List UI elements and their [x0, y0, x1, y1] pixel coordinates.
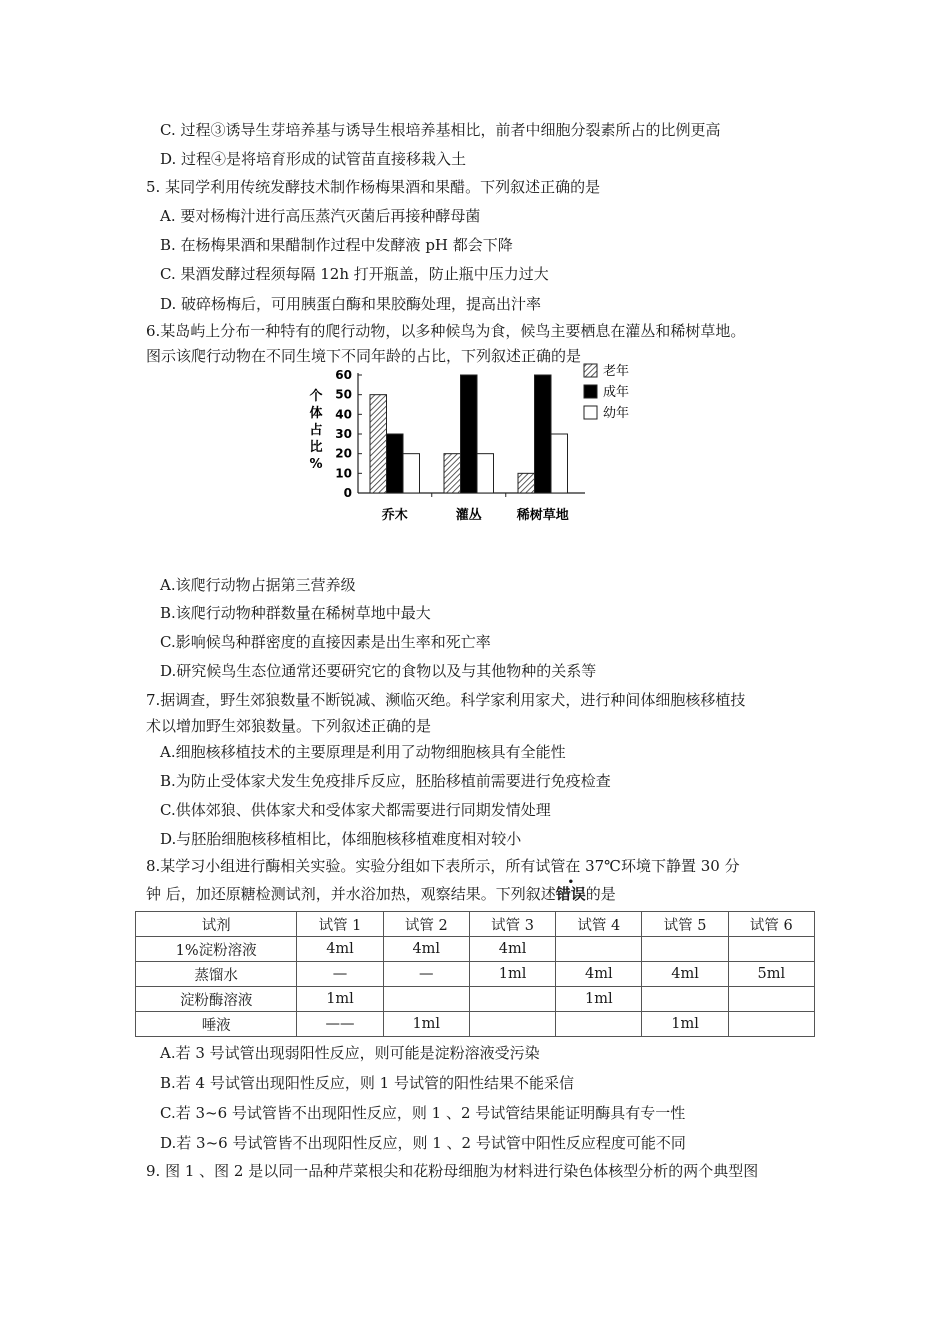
q8-stem-tail: 的是 — [585, 885, 616, 903]
table-cell — [728, 1012, 814, 1037]
y-axis-label — [309, 388, 322, 472]
table-cell — [642, 937, 728, 962]
q8-option-c: C.若 3~6 号试管皆不出现阳性反应，则 1 、2 号试管结果能证明酶具有专一性 — [160, 1104, 686, 1122]
age-structure-bar-chart — [300, 356, 660, 536]
q8-option-b: B.若 4 号试管出现阳性反应，则 1 号试管的阳性结果不能采信 — [160, 1074, 574, 1092]
table-cell: 4ml — [297, 937, 383, 962]
q4-option-d: D. 过程④是将培育形成的试管苗直接移栽入土 — [160, 150, 467, 168]
table-cell: 5ml — [728, 962, 814, 987]
table-cell: 1ml — [297, 987, 383, 1012]
table-header-cell: 试剂 — [136, 912, 297, 937]
q7-option-c: C.供体郊狼、供体家犬和受体家犬都需要进行同期发情处理 — [160, 801, 551, 819]
table-cell — [556, 937, 642, 962]
table-cell: 唾液 — [136, 1012, 297, 1037]
q7-option-d: D.与胚胎细胞核移植相比，体细胞核移植难度相对较小 — [160, 830, 522, 848]
legend-label: 老年 — [603, 364, 630, 379]
table-cell: 4ml — [383, 937, 469, 962]
table-cell — [383, 987, 469, 1012]
q7-stem-line1: 7.据调查，野生郊狼数量不断锐减、濒临灭绝。科学家利用家犬，进行种间体细胞核移植技 — [146, 691, 746, 709]
table-header-cell: 试管 6 — [728, 912, 814, 937]
table-cell: 淀粉酶溶液 — [136, 987, 297, 1012]
legend-label: 成年 — [603, 385, 630, 400]
y-axis-label-char: 体 — [309, 406, 323, 421]
q8-option-a: A.若 3 号试管出现弱阳性反应，则可能是淀粉溶液受污染 — [160, 1044, 540, 1062]
table-cell: 蒸馏水 — [136, 962, 297, 987]
q7-stem-line2: 术以增加野生郊狼数量。下列叙述正确的是 — [146, 717, 432, 735]
table-cell — [469, 987, 555, 1012]
table-header-cell: 试管 2 — [383, 912, 469, 937]
table-cell: — — [383, 962, 469, 987]
y-axis-label-char: % — [309, 457, 323, 472]
y-tick-label: 20 — [335, 446, 352, 461]
emphasis-dot: • — [567, 877, 574, 888]
q6-option-c: C.影响候鸟种群密度的直接因素是出生率和死亡率 — [160, 633, 491, 651]
legend-swatch — [584, 385, 597, 398]
table-row — [136, 987, 815, 1012]
table-row — [136, 937, 815, 962]
bar-成年-乔木 — [387, 434, 404, 493]
table-cell — [556, 1012, 642, 1037]
table-cell — [469, 1012, 555, 1037]
q6-stem-line2: 图示该爬行动物在不同生境下不同年龄的占比，下列叙述正确的是 — [146, 347, 582, 365]
table-header-cell: 试管 3 — [469, 912, 555, 937]
y-tick-label: 30 — [335, 427, 352, 441]
legend-swatch — [584, 364, 597, 377]
table-cell: 1%淀粉溶液 — [136, 937, 297, 962]
q6-option-b: B.该爬行动物种群数量在稀树草地中最大 — [160, 604, 431, 622]
q9-stem: 9. 图 1 、图 2 是以同一品种芹菜根尖和花粉母细胞为材料进行染色体核型分析的两个典型图 — [146, 1162, 759, 1180]
bar-幼年-稀树草地 — [551, 434, 568, 493]
table-cell — [642, 987, 728, 1012]
table-header-cell: 试管 5 — [642, 912, 728, 937]
x-tick-label: 稀树草地 — [516, 508, 569, 523]
q5-option-d: D. 破碎杨梅后，可用胰蛋白酶和果胶酶处理，提高出汁率 — [160, 295, 542, 313]
bar-成年-灌丛 — [461, 375, 478, 493]
experiment-table — [135, 911, 815, 1037]
y-tick-label: 50 — [335, 387, 352, 402]
bar-幼年-乔木 — [403, 454, 420, 493]
table-row — [136, 962, 815, 987]
table-cell: 4ml — [556, 962, 642, 987]
legend-label: 幼年 — [603, 406, 630, 421]
q7-option-a: A.细胞核移植技术的主要原理是利用了动物细胞核具有全能性 — [160, 743, 566, 761]
table-cell: 1ml — [642, 1012, 728, 1037]
emphasis-word: • 错误 — [555, 877, 586, 903]
q8-option-d: D.若 3~6 号试管皆不出现阳性反应，则 1 、2 号试管中阳性反应程度可能不同 — [160, 1134, 686, 1152]
q5-option-a: A. 要对杨梅汁进行高压蒸汽灭菌后再接种酵母菌 — [160, 207, 481, 225]
table-cell: 1ml — [383, 1012, 469, 1037]
y-tick-label: 40 — [335, 407, 352, 422]
table-header-cell: 试管 1 — [297, 912, 383, 937]
x-tick-label: 灌丛 — [455, 508, 482, 523]
table-header-cell: 试管 4 — [556, 912, 642, 937]
y-axis-label-char: 比 — [309, 440, 323, 455]
y-axis-label-char: 个 — [309, 389, 323, 404]
table-cell: 1ml — [556, 987, 642, 1012]
q5-option-b: B. 在杨梅果酒和果醋制作过程中发酵液 pH 都会下降 — [160, 236, 513, 254]
y-tick-label: 60 — [335, 368, 352, 382]
bar-成年-稀树草地 — [535, 375, 552, 493]
x-tick-label: 乔木 — [381, 508, 408, 523]
q6-option-a: A.该爬行动物占据第三营养级 — [160, 576, 356, 594]
table-row — [136, 1012, 815, 1037]
bar-老年-乔木 — [370, 395, 387, 493]
y-tick-label: 0 — [343, 486, 352, 500]
q7-option-b: B.为防止受体家犬发生免疫排斥反应，胚胎移植前需要进行免疫检查 — [160, 772, 611, 790]
bar-老年-稀树草地 — [518, 473, 535, 493]
q8-stem-text: 钟 后，加还原糖检测试剂，并水浴加热，观察结果。下列叙述 — [146, 885, 556, 903]
table-cell — [728, 937, 814, 962]
table-header-row — [136, 912, 815, 937]
table-cell: 4ml — [469, 937, 555, 962]
q6-stem-line1: 6.某岛屿上分布一种特有的爬行动物，以多种候鸟为食，候鸟主要栖息在灌丛和稀树草地。 — [146, 322, 746, 340]
q5-stem: 5. 某同学利用传统发酵技术制作杨梅果酒和果醋。下列叙述正确的是 — [146, 178, 601, 196]
q8-stem-line2 — [146, 877, 616, 904]
q8-stem-line1: 8.某学习小组进行酶相关实验。实验分组如下表所示，所有试管在 37℃环境下静置 30 分 — [146, 857, 740, 875]
y-tick-label: 10 — [335, 466, 352, 481]
bar-幼年-灌丛 — [477, 454, 494, 493]
table-cell: 4ml — [642, 962, 728, 987]
q5-option-c: C. 果酒发酵过程须每隔 12h 打开瓶盖，防止瓶中压力过大 — [160, 265, 549, 283]
bar-老年-灌丛 — [444, 454, 461, 493]
q4-option-c: C. 过程③诱导生芽培养基与诱导生根培养基相比，前者中细胞分裂素所占的比例更高 — [160, 121, 721, 139]
table-cell: — — [297, 962, 383, 987]
legend-swatch — [584, 406, 597, 419]
table-cell: 1ml — [469, 962, 555, 987]
y-axis-label-char: 占 — [309, 423, 323, 438]
table-cell — [728, 987, 814, 1012]
table-cell: —— — [297, 1012, 383, 1037]
q6-option-d: D.研究候鸟生态位通常还要研究它的食物以及与其他物种的关系等 — [160, 662, 597, 680]
